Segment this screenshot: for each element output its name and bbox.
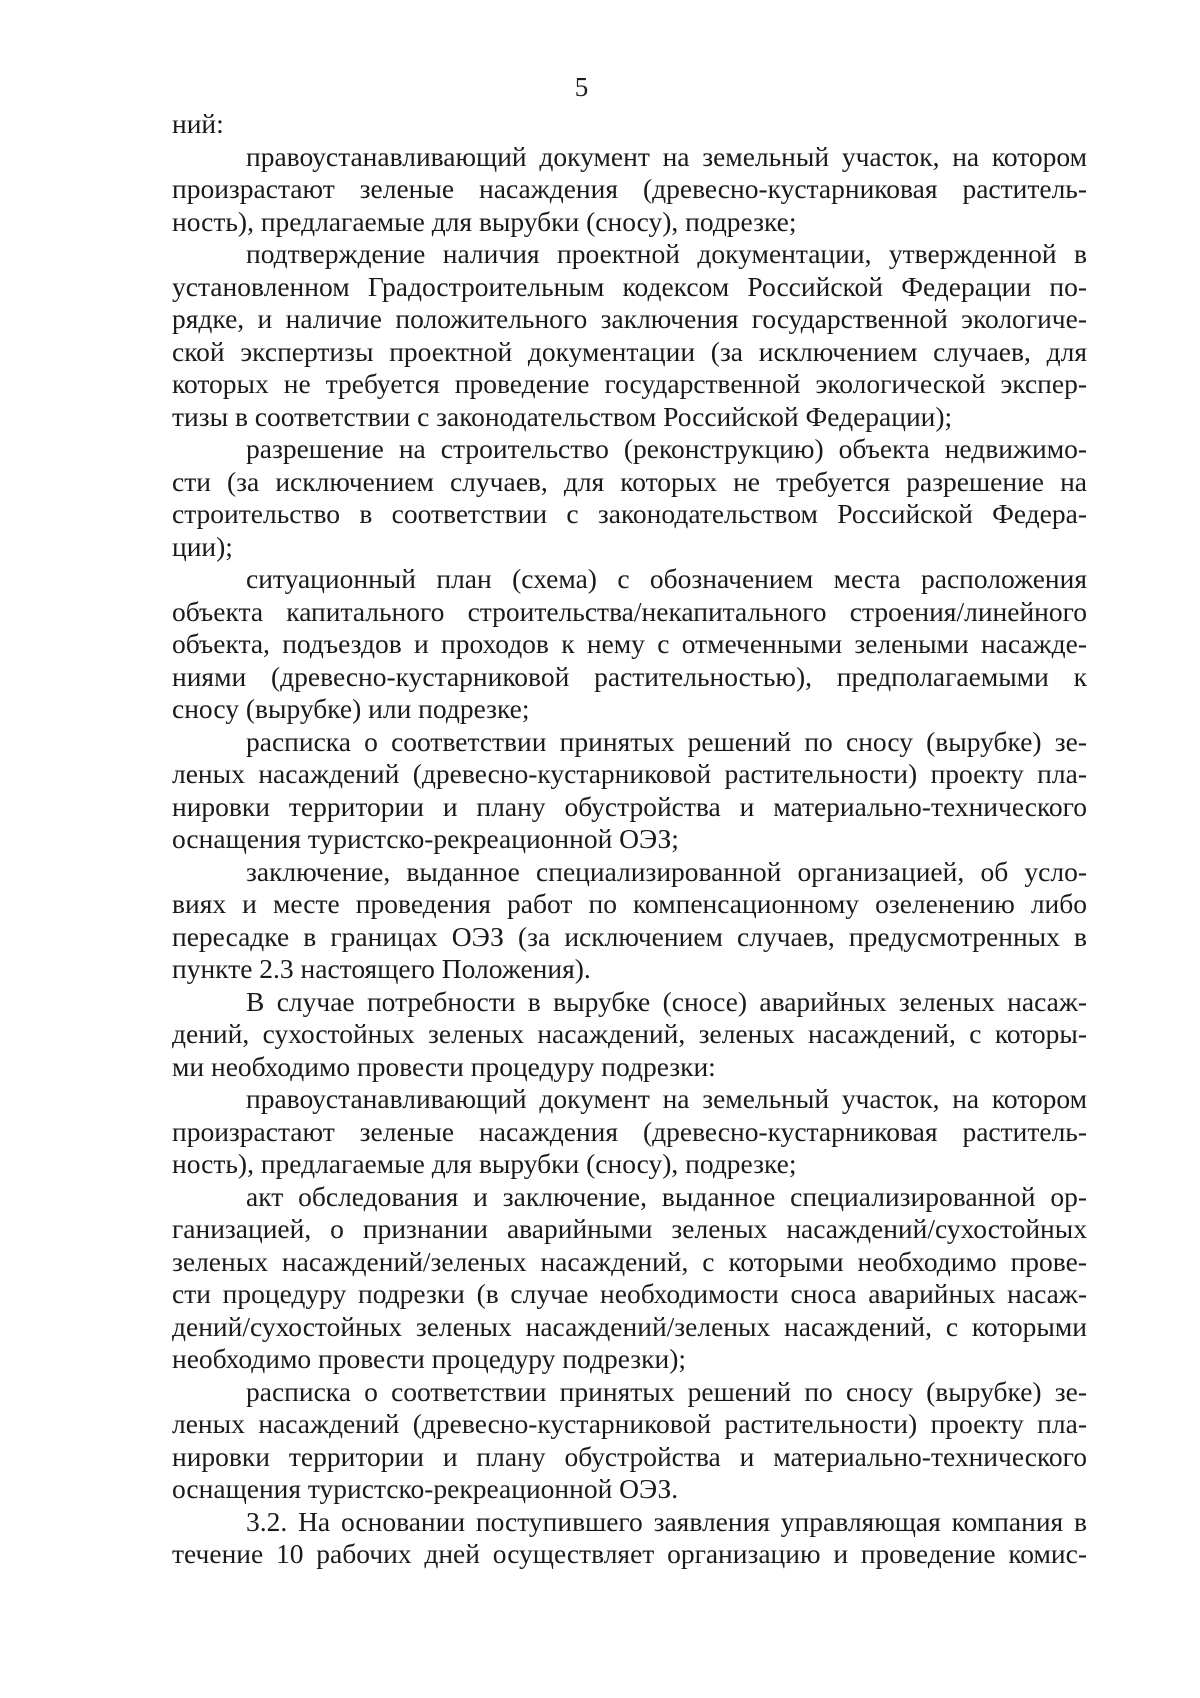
text-line: подтверждение наличия проектной документации, утвержденной в [246,238,1087,269]
text-line: объекта, подъездов и проходов к нему с отмеченными зелеными насажде- [172,628,1087,659]
text-line: рядке, и наличие положительного заключения государственной экологиче- [172,303,1087,334]
text-line: расписка о соответствии принятых решений по сносу (вырубке) зе- [246,1375,1087,1407]
paragraph [172,1376,1087,1506]
text-line: заключение, выданное специализированной организацией, об усло- [246,855,1087,887]
text-line: ской экспертизы проектной документации (за исключением случаев, для [172,335,1087,367]
paragraph [172,563,1087,726]
text-line: В случае потребности в вырубке (сносе) аварийных зеленых насаж- [246,985,1087,1017]
text-line: ганизацией, о признании аварийными зеленых насаждений/сухостойных [172,1213,1087,1244]
text-line: тизы в соответствии с законодательством Российской Федерации); [172,400,953,432]
text-line: оснащения туристско-рекреационной ОЭЗ. [172,1473,679,1504]
paragraph [172,108,1087,141]
text-line: ми необходимо провести процедуру подрезки: [172,1050,716,1082]
text-line: зеленых насаждений/зеленых насаждений, с которыми необходимо прове- [172,1245,1087,1277]
text-line: сти (за исключением случаев, для которых не требуется разрешение на [172,465,1087,497]
page-number: 5 [574,72,589,102]
paragraph [172,141,1087,239]
text-line: ситуационный план (схема) с обозначением места расположения [246,563,1087,594]
text-line: строительство в соответствии с законодательством Российской Федера- [172,498,1087,529]
text-line: пересадке в границах ОЭЗ (за исключением случаев, предусмотренных в [172,920,1087,952]
text-line: правоустанавливающий документ на земельный участок, на котором [246,1083,1087,1114]
text-line: объекта капитального строительства/некапитального строения/линейного [172,595,1087,627]
text-line: оснащения туристско-рекреационной ОЭЗ; [172,823,679,854]
text-line: которых не требуется проведение государственной экологической экспер- [172,368,1087,399]
text-line: леных насаждений (древесно-кустарниковой растительности) проекту пла- [172,1408,1087,1439]
text-line: ний: [172,108,224,139]
paragraph [172,856,1087,986]
text-line: акт обследования и заключение, выданное специализированной ор- [246,1180,1087,1212]
text-line: расписка о соответствии принятых решений по сносу (вырубке) зе- [246,725,1087,757]
paragraph [172,726,1087,856]
text-line: 3.2. На основании поступившего заявления управляющая компания в [246,1505,1087,1537]
text-line: сти процедуру подрезки (в случае необходимости сноса аварийных насаж- [172,1278,1087,1309]
text-line: пункте 2.3 настоящего Положения). [172,953,591,984]
text-line: ции); [172,530,233,562]
paragraph [172,433,1087,563]
text-line: леных насаждений (древесно-кустарниковой растительности) проекту пла- [172,758,1087,789]
paragraph [172,1083,1087,1181]
text-line: нировки территории и плану обустройства и материально-технического [172,1440,1087,1472]
text-line: произрастают зеленые насаждения (древесно-кустарниковая раститель- [172,173,1087,204]
text-line: ность), предлагаемые для вырубки (сносу), подрезке; [172,1148,797,1179]
paragraph [172,1181,1087,1376]
text-line: виях и месте проведения работ по компенсационному озеленению либо [172,888,1087,919]
text-line: установленном Градостроительным кодексом Российской Федерации по- [172,270,1087,302]
text-line: дений, сухостойных зеленых насаждений, зеленых насаждений, с которы- [172,1018,1087,1049]
text-line: произрастают зеленые насаждения (древесно-кустарниковая раститель- [172,1115,1087,1147]
text-line: ниями (древесно-кустарниковой растительностью), предполагаемыми к [172,660,1087,692]
text-line: дений/сухостойных зеленых насаждений/зеленых насаждений, с которыми [172,1310,1087,1342]
text-line: течение 10 рабочих дней осуществляет организацию и проведение комис- [172,1538,1087,1569]
paragraph [172,1506,1087,1571]
text-line: разрешение на строительство (реконструкцию) объекта недвижимо- [246,433,1087,464]
text-line: сносу (вырубке) или подрезке; [172,693,530,724]
text-line: ность), предлагаемые для вырубки (сносу), подрезке; [172,205,797,237]
paragraph [172,986,1087,1084]
paragraph [172,238,1087,433]
document-body [172,108,1087,1571]
text-line: нировки территории и плану обустройства и материально-технического [172,790,1087,822]
text-line: правоустанавливающий документ на земельный участок, на котором [246,140,1087,172]
text-line: необходимо провести процедуру подрезки); [172,1343,686,1374]
